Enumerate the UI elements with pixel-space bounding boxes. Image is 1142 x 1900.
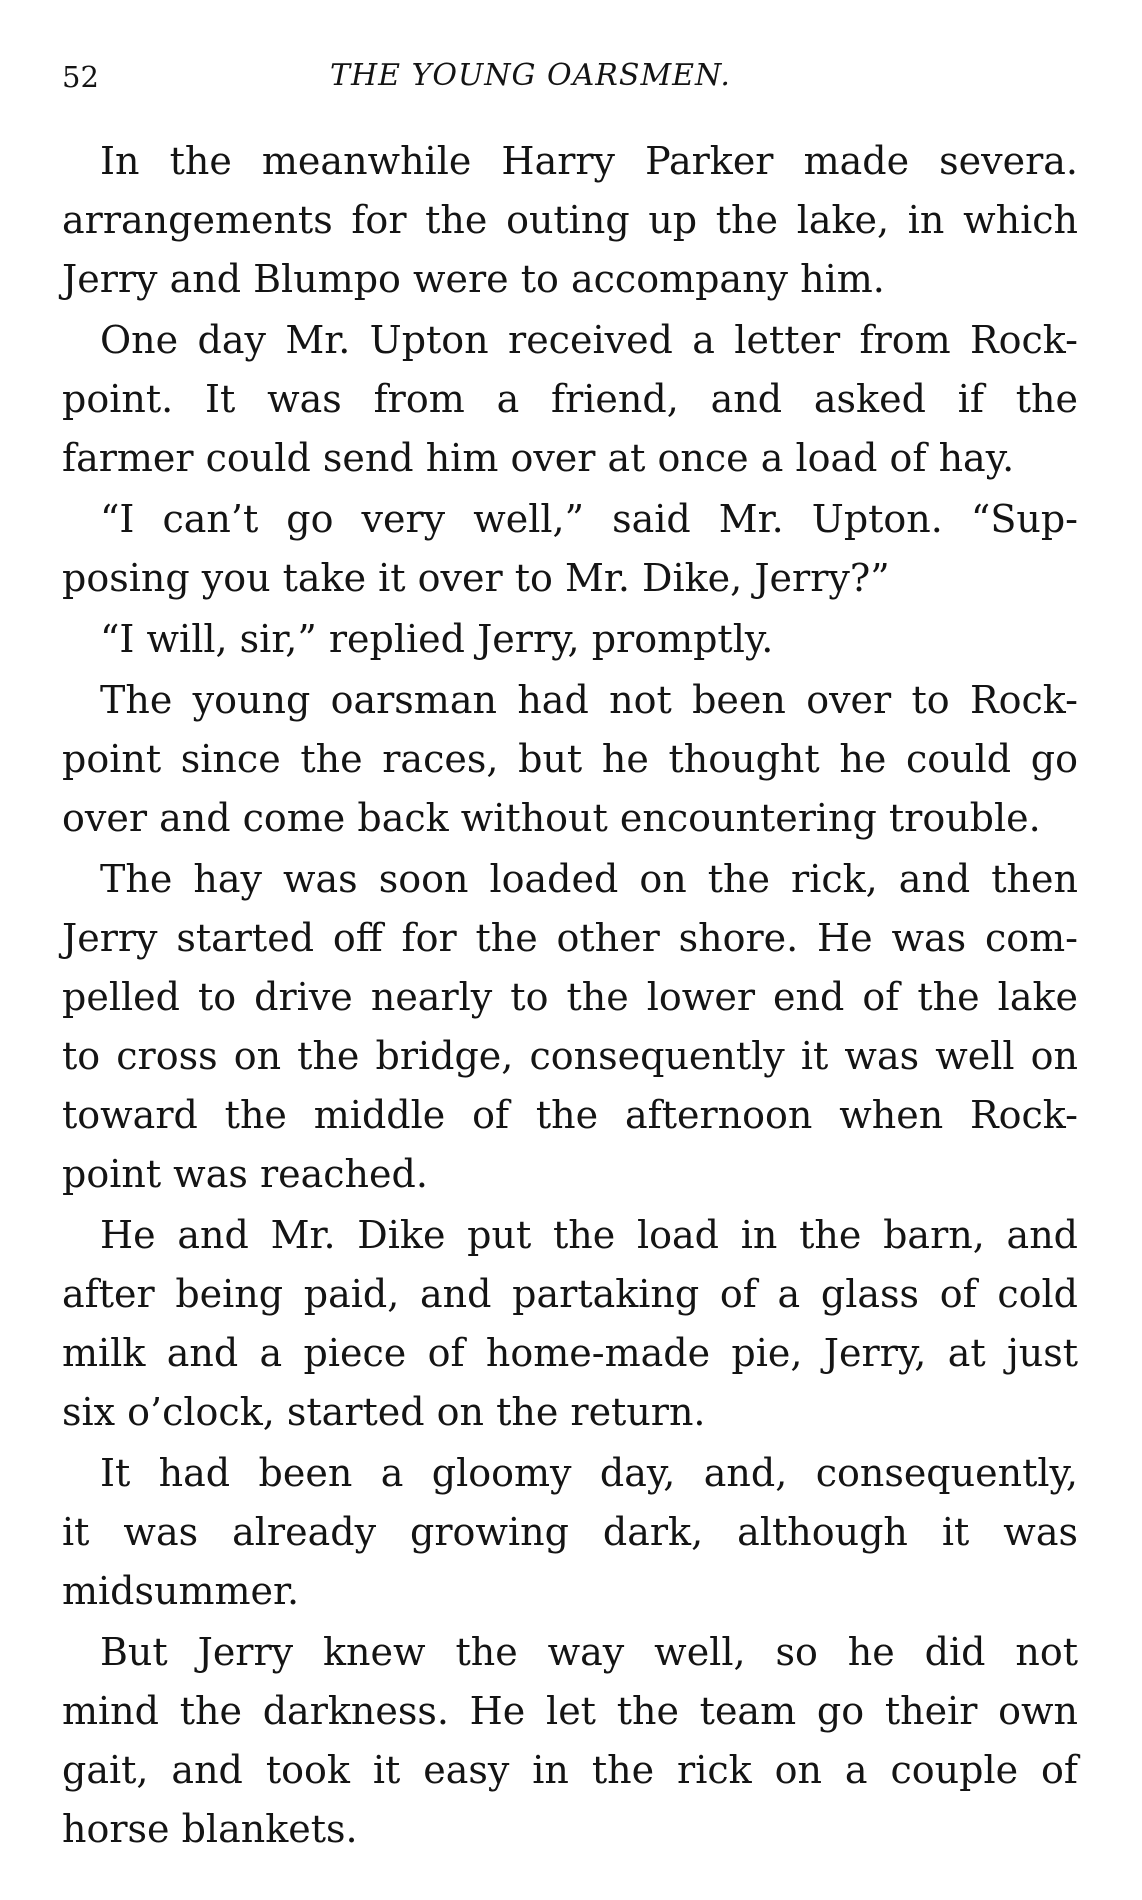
text-line: But Jerry knew the way well, so he did not	[100, 1630, 1078, 1674]
text-line: point was reached.	[62, 1152, 428, 1196]
text-line: midsummer.	[62, 1569, 300, 1613]
paragraph	[62, 490, 1078, 608]
paragraph	[62, 610, 1078, 669]
text-line: point since the races, but he thought he could go	[62, 737, 1078, 781]
text-line: The hay was soon loaded on the rick, and then	[100, 857, 1078, 901]
text-line: after being paid, and partaking of a glass of cold	[62, 1272, 1078, 1316]
paragraph	[62, 1444, 1078, 1621]
text-line: to cross on the bridge, consequently it was well on	[62, 1034, 1078, 1078]
page-number: 52	[62, 60, 99, 94]
paragraph	[62, 671, 1078, 848]
text-line: posing you take it over to Mr. Dike, Jerry?”	[62, 556, 890, 600]
running-title: THE YOUNG OARSMEN.	[330, 58, 731, 93]
text-line: mind the darkness. He let the team go their own	[62, 1689, 1078, 1733]
paragraph	[62, 1206, 1078, 1442]
text-line: toward the middle of the afternoon when Rock-	[62, 1093, 1078, 1137]
paragraph	[62, 1623, 1078, 1859]
text-line: gait, and took it easy in the rick on a couple of	[62, 1748, 1078, 1792]
paragraph	[62, 311, 1078, 488]
text-line: “I can’t go very well,” said Mr. Upton. “Sup-	[100, 497, 1078, 541]
text-line: The young oarsman had not been over to Rock-	[100, 678, 1078, 722]
text-line: over and come back without encountering trouble.	[62, 796, 1041, 840]
text-line: horse blankets.	[62, 1807, 358, 1851]
text-line: He and Mr. Dike put the load in the barn, and	[100, 1213, 1078, 1257]
text-line: Jerry and Blumpo were to accompany him.	[62, 257, 885, 301]
text-line: In the meanwhile Harry Parker made severa.	[100, 139, 1078, 183]
text-line: six o’clock, started on the return.	[62, 1390, 706, 1434]
text-line: One day Mr. Upton received a letter from Rock-	[100, 318, 1078, 362]
text-line: Jerry started off for the other shore. He was com-	[62, 916, 1078, 960]
text-line: it was already growing dark, although it was	[62, 1510, 1078, 1554]
text-line: “I will, sir,” replied Jerry, promptly.	[100, 617, 774, 661]
text-line: farmer could send him over at once a load of hay.	[62, 436, 1015, 480]
text-line: arrangements for the outing up the lake, in which	[62, 198, 1078, 242]
paragraph	[62, 850, 1078, 1204]
paragraph	[62, 132, 1078, 309]
page-header	[62, 52, 1072, 102]
text-line: pelled to drive nearly to the lower end of the lake	[62, 975, 1078, 1019]
body-text	[62, 132, 1078, 1861]
text-line: milk and a piece of home-made pie, Jerry, at just	[62, 1331, 1078, 1375]
text-line: point. It was from a friend, and asked if the	[62, 377, 1078, 421]
text-line: It had been a gloomy day, and, consequently,	[100, 1451, 1078, 1495]
